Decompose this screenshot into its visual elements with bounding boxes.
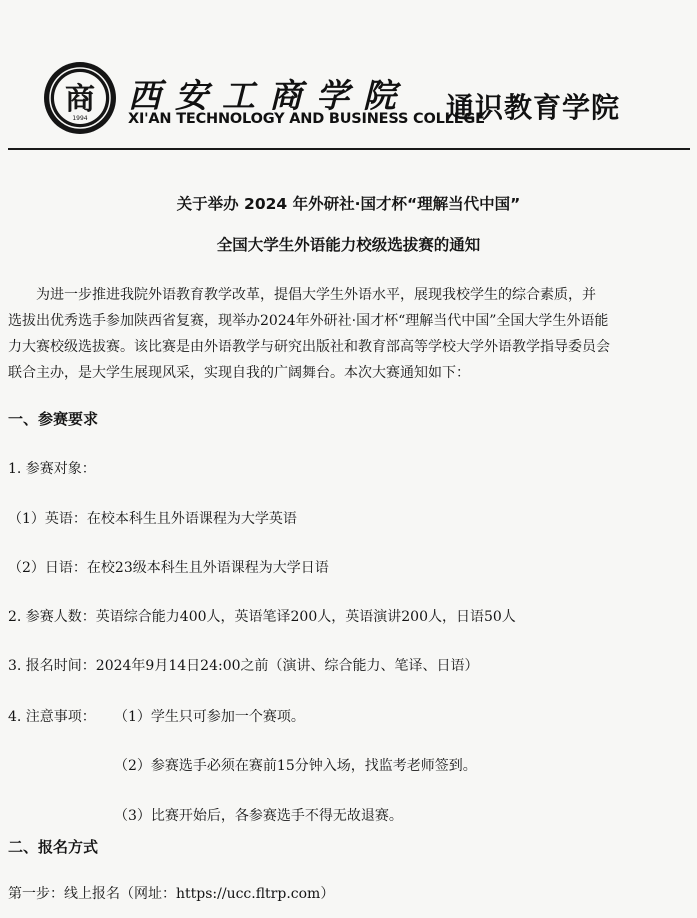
intro-line: 联合主办，是大学生展现风采，实现自我的广阔舞台。本次大赛通知如下： (8, 365, 470, 381)
intro-line: 选拔出优秀选手参加陕西省复赛，现举办2024年外研社·国才杯“理解当代中国”全国大学生外语能 (8, 313, 609, 329)
logo-year: 1994 (72, 115, 88, 122)
item1-sub2: （2）日语：在校23级本科生且外语课程为大学日语 (8, 560, 329, 576)
intro-line: 为进一步推进我院外语教育教学改革，提倡大学生外语水平，展现我校学生的综合素质，并 (36, 287, 596, 303)
item1-sub1: （1）英语：在校本科生且外语课程为大学英语 (8, 511, 297, 527)
letterhead (0, 0, 697, 150)
school-name: 通识教育学院 (446, 91, 621, 124)
letterhead-divider (8, 148, 690, 150)
item4-label: 4. 注意事项： (8, 709, 96, 725)
section2-heading: 二、报名方式 (8, 838, 99, 856)
intro-paragraph (8, 282, 668, 386)
section1-heading: 一、参赛要求 (8, 410, 99, 428)
item4-sub1: （1）学生只可参加一个赛项。 (114, 709, 305, 725)
step1: 第一步：线上报名（网址：https://ucc.fltrp.com） (8, 886, 335, 902)
item4-sub3: （3）比赛开始后，各参赛选手不得无故退赛。 (114, 808, 403, 824)
intro-line: 力大赛校级选拔赛。该比赛是由外语教学与研究出版社和教育部高等学校大学外语教学指导委员会 (8, 339, 610, 355)
item4-sub2: （2）参赛选手必须在赛前15分钟入场，找监考老师签到。 (114, 758, 477, 774)
item2: 2. 参赛人数：英语综合能力400人，英语笔译200人，英语演讲200人，日语50人 (8, 609, 516, 625)
notice-title-line2: 全国大学生外语能力校级选拔赛的通知 (216, 236, 481, 254)
item3: 3. 报名时间：2024年9月14日24:00之前（演讲、综合能力、笔译、日语） (8, 658, 479, 674)
college-name-en: XI'AN TECHNOLOGY AND BUSINESS COLLEGE (128, 111, 485, 127)
notice-title-line1: 关于举办 2024 年外研社·国才杯“理解当代中国” (176, 195, 521, 213)
logo-char: 商 (65, 82, 95, 117)
item1-label: 1. 参赛对象： (8, 461, 96, 477)
college-logo (42, 60, 118, 136)
college-name-cn: 西安工商学院 (128, 76, 410, 115)
